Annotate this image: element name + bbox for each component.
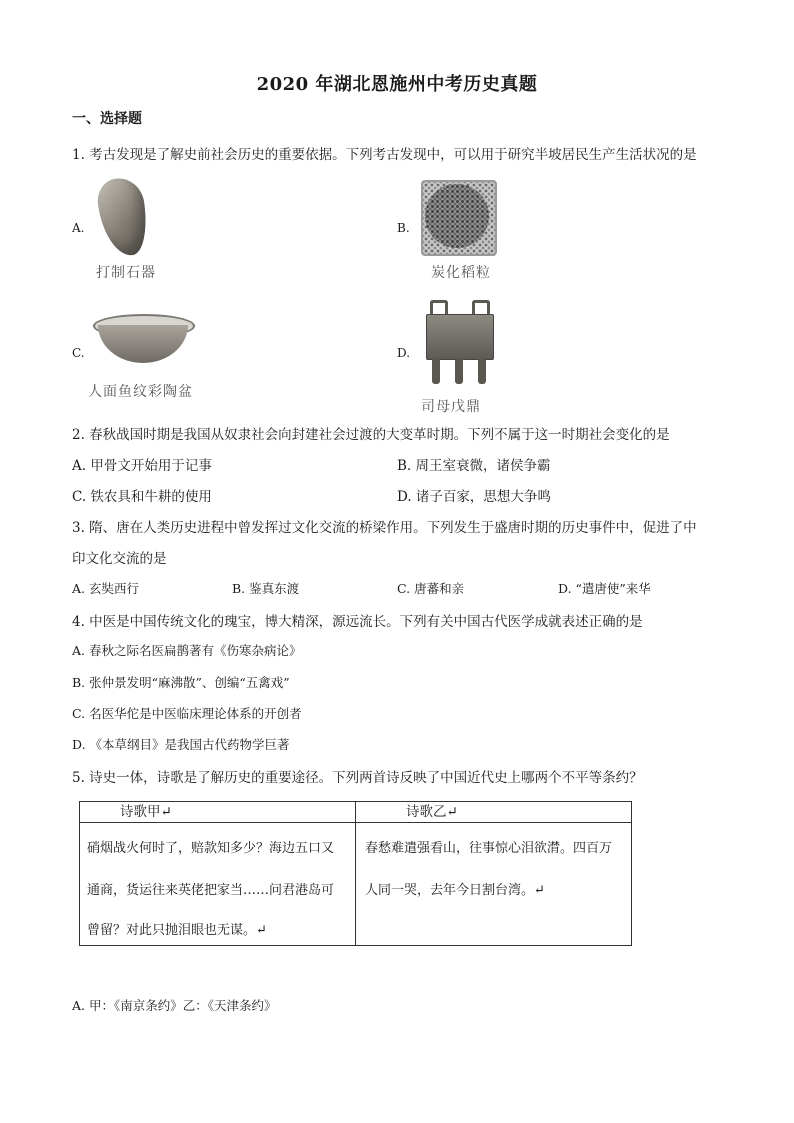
q1-option-b-caption: 炭化稻粒 <box>431 265 491 281</box>
q3-option-c[interactable]: C. 唐蕃和亲 <box>397 581 465 596</box>
q3-stem-line1: 3. 隋、唐在人类历史进程中曾发挥过文化交流的桥梁作用。下列发生于盛唐时期的历史事件中，促进了中 <box>72 520 697 536</box>
poem-a-line: 硝烟战火何时了，赔款知多少？海边五口又 <box>87 841 335 856</box>
q1-option-a-caption: 打制石器 <box>96 265 156 281</box>
q4-option-a[interactable]: A. 春秋之际名医扁鹊著有《伤寒杂病论》 <box>72 643 302 658</box>
q4-stem: 4. 中医是中国传统文化的瑰宝，博大精深，源远流长。下列有关中国古代医学成就表述正确的是 <box>72 614 643 630</box>
q1-option-c-label[interactable]: C. <box>72 346 85 360</box>
q3-option-d[interactable]: D. “遣唐使”来华 <box>558 581 651 596</box>
q3-stem-line2: 印文化交流的是 <box>72 551 167 567</box>
carbonized-rice-icon <box>421 180 497 256</box>
q2-option-b[interactable]: B. 周王室衰微，诸侯争霸 <box>397 458 551 474</box>
q3-option-b[interactable]: B. 鉴真东渡 <box>232 581 300 596</box>
q4-option-b[interactable]: B. 张仲景发明“麻沸散”、创编“五禽戏” <box>72 675 290 690</box>
poem-a-line: 曾留？对此只抛泪眼也无谋。↵ <box>87 923 267 938</box>
poem-b-line: 人同一哭，去年今日割台湾。↵ <box>365 883 545 898</box>
q1-stem: 1. 考古发现是了解史前社会历史的重要依据。下列考古发现中，可以用于研究半坡居民生产生活状况的是 <box>72 147 697 163</box>
q1-option-a-label[interactable]: A. <box>72 221 85 235</box>
poem-a-line: 通商，货运往来英佬把家当……问君港岛可 <box>87 883 335 898</box>
pottery-basin-icon <box>93 314 193 374</box>
table-header-poem-b: 诗歌乙↵ <box>356 802 632 823</box>
q4-option-d[interactable]: D. 《本草纲目》是我国古代药物学巨著 <box>72 737 290 752</box>
table-column-divider <box>355 802 356 945</box>
q5-option-a[interactable]: A. 甲：《南京条约》乙：《天津条约》 <box>72 998 277 1013</box>
q4-option-c[interactable]: C. 名医华佗是中医临床理论体系的开创者 <box>72 706 302 721</box>
page-title: 2020 年湖北恩施州中考历史真题 <box>256 74 538 95</box>
q2-option-d[interactable]: D. 诸子百家，思想大争鸣 <box>397 489 551 505</box>
poem-b-line: 春愁难遣强看山，往事惊心泪欲潸。四百万 <box>365 841 613 856</box>
q2-option-c[interactable]: C. 铁农具和牛耕的使用 <box>72 489 212 505</box>
q2-option-a[interactable]: A. 甲骨文开始用于记事 <box>72 458 212 474</box>
q1-option-d-label[interactable]: D. <box>397 346 411 360</box>
q1-option-d-caption: 司母戊鼎 <box>421 399 481 415</box>
section-heading: 一、选择题 <box>72 111 142 127</box>
q3-option-a[interactable]: A. 玄奘西行 <box>72 581 139 596</box>
bronze-ding-icon <box>422 298 498 384</box>
poem-table <box>79 801 632 946</box>
stone-tool-icon <box>100 178 146 256</box>
q1-option-b-label[interactable]: B. <box>397 221 410 235</box>
q5-stem: 5. 诗史一体，诗歌是了解历史的重要途径。下列两首诗反映了中国近代史上哪两个不平等条约？ <box>72 770 643 786</box>
q1-option-c-caption: 人面鱼纹彩陶盆 <box>88 384 193 400</box>
table-header-poem-a: 诗歌甲↵ <box>80 802 355 823</box>
q2-stem: 2. 春秋战国时期是我国从奴隶社会向封建社会过渡的大变革时期。下列不属于这一时期社会变化的是 <box>72 427 670 443</box>
